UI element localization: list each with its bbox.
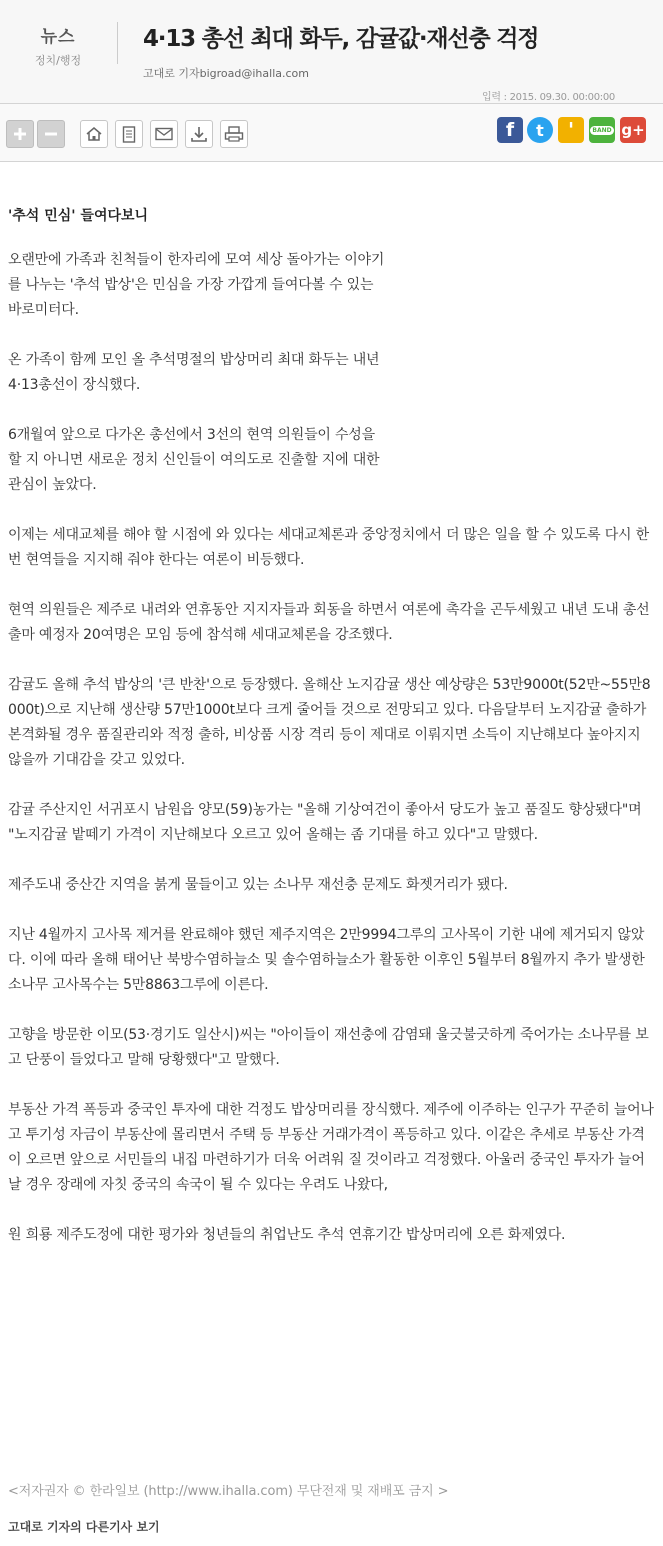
article-paragraph: 제주도내 중산간 지역을 붉게 물들이고 있는 소나무 재선충 문제도 화젯거리가 됐다.	[8, 877, 508, 893]
article-view-button[interactable]	[115, 120, 143, 148]
subsection-title: 정치/행정	[34, 54, 82, 67]
email-icon	[155, 127, 173, 141]
zoom-in-button[interactable]	[6, 120, 34, 148]
download-icon	[190, 126, 208, 143]
zoom-out-icon	[44, 127, 58, 141]
article-paragraph: 지난 4월까지 고사목 제거를 완료해야 했던 제주지역은 2만9994그루의 고사목이 기한 내에 제거되지 않았다. 이에 따라 올해 태어난 북방수염하늘소 및 솔수염하늘소가 활동한 이후인 5월부터 8월까지 추가 발생한 소나무 고사목수는 5만8863그루에 이른다.	[8, 927, 645, 993]
kakaostory-icon: '	[567, 118, 575, 142]
article-paragraph: 6개월여 앞으로 다가온 총선에서 3선의 현역 의원들이 수성을 할 지 아니면 새로운 정치 신인들이 여의도로 진출할 지에 대한 관심이 높았다.	[8, 427, 380, 493]
header-divider	[117, 22, 118, 64]
byline[interactable]: 고대로 기자bigroad@ihalla.com	[143, 67, 309, 80]
twitter-share-button[interactable]	[527, 117, 553, 143]
more-articles-link[interactable]: 고대로 기자의 다른기사 보기	[8, 1520, 160, 1534]
band-icon: BAND	[592, 126, 612, 134]
home-button[interactable]	[80, 120, 108, 148]
article-paragraph: 부동산 가격 폭등과 중국인 투자에 대한 걱정도 밥상머리를 장식했다. 제주에 이주하는 인구가 꾸준히 늘어나고 투기성 자금이 부동산에 몰리면서 주택 등 부동산 거래가격이 폭등하고 있다. 이같은 추세로 부동산 가격이 오르면 앞으로 서민들의 내집 마련하기가 더욱 어려워 질 것이라고 걱정했다. 아울러 중국인 투자가 늘어날 경우 장래에 자칫 중국의 속국이 될 수 있다는 우려도 나왔다,	[8, 1102, 654, 1193]
googleplus-icon: g+	[621, 121, 645, 139]
band-share-button[interactable]	[589, 117, 615, 143]
twitter-icon: t	[536, 120, 544, 140]
section-label	[28, 22, 88, 68]
kakaostory-share-button[interactable]	[558, 117, 584, 143]
facebook-share-button[interactable]	[497, 117, 523, 143]
article-body	[8, 204, 656, 1273]
article-paragraph: 감귤도 올해 추석 밥상의 '큰 반찬'으로 등장했다. 올해산 노지감귤 생산 예상량은 53만9000t(52만~55만8000t)으로 지난해 생산량 57만1000t보다 크게 줄어들 것으로 전망되고 있다. 다음달부터 노지감귤 출하가 본격화될 경우 품질관리와 적정 출하, 비상품 시장 격리 등이 제대로 이뤄지면 소득이 지난해보다 높아지지 않을까 기대감을 갖고 있었다.	[8, 677, 651, 768]
print-icon	[224, 126, 244, 142]
article-paragraph: 감귤 주산지인 서귀포시 남원읍 양모(59)농가는 "올해 기상여건이 좋아서 당도가 높고 품질도 향상됐다"며 "노지감귤 밭떼기 가격이 지난해보다 오르고 있어 올해는 좀 기대를 하고 있다"고 말했다.	[8, 802, 642, 843]
zoom-in-icon	[13, 127, 27, 141]
download-button[interactable]	[185, 120, 213, 148]
home-icon	[85, 126, 103, 142]
section-title: 뉴스	[40, 27, 76, 47]
article-paragraph: 현역 의원들은 제주로 내려와 연휴동안 지지자들과 회동을 하면서 여론에 촉각을 곤두세웠고 내년 도내 총선출마 예정자 20여명은 모임 등에 참석해 세대교체론을 강조했다.	[8, 602, 650, 643]
publish-date: 입력 : 2015. 09.30. 00:00:00	[482, 92, 615, 103]
article-paragraph: 원 희룡 제주도정에 대한 평가와 청년들의 취업난도 추석 연휴기간 밥상머리에 오른 화제였다.	[8, 1227, 566, 1243]
article-paragraph: 고향을 방문한 이모(53·경기도 일산시)씨는 "아이들이 재선충에 감염돼 울긋불긋하게 죽어가는 소나무를 보고 단풍이 들었다고 말해 당황했다"고 말했다.	[8, 1027, 649, 1068]
email-button[interactable]	[150, 120, 178, 148]
zoom-out-button[interactable]	[37, 120, 65, 148]
article-paragraph: 온 가족이 함께 모인 올 추석명절의 밥상머리 최대 화두는 내년 4·13총선이 장식했다.	[8, 352, 380, 393]
facebook-icon: f	[505, 119, 515, 141]
article-subhead: '추석 민심' 들여다보니	[8, 208, 149, 224]
article-paragraph: 이제는 세대교체를 해야 할 시점에 와 있다는 세대교체론과 중앙정치에서 더 많은 일을 할 수 있도록 다시 한번 현역들을 지지해 줘야 한다는 여론이 비등했다.	[8, 527, 649, 568]
page-title: 4·13 총선 최대 화두, 감귤값·재선충 걱정	[143, 26, 539, 52]
copyright-notice: <저자권자 © 한라일보 (http://www.ihalla.com) 무단전재 및 재배포 금지 >	[8, 1484, 449, 1499]
article-icon	[122, 126, 136, 143]
print-button[interactable]	[220, 120, 248, 148]
article-paragraph: 오랜만에 가족과 친척들이 한자리에 모여 세상 돌아가는 이야기를 나누는 '추석 밥상'은 민심을 가장 가깝게 들여다볼 수 있는 바로미터다.	[8, 252, 385, 318]
googleplus-share-button[interactable]	[620, 117, 646, 143]
article-header	[0, 0, 663, 104]
